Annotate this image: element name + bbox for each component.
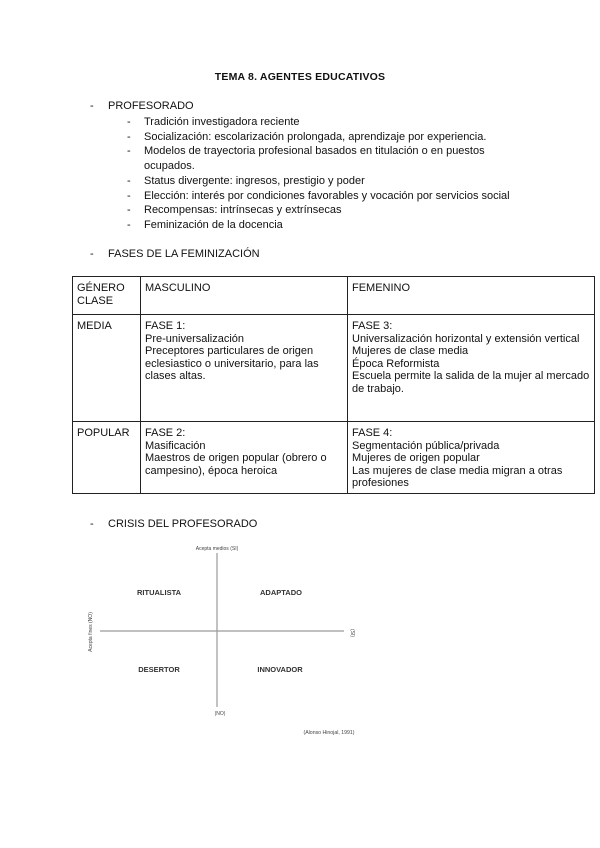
table-row [73,422,595,494]
cell-masculino: FASE 2: Masificación Maestros de origen popular (obrero o campesino), época heroica [141,422,348,494]
quadrant-adaptado: ADAPTADO [260,588,302,597]
header-masculino: MASCULINO [141,277,348,315]
list-item: - Feminización de la docencia [127,218,524,233]
page-title: TEMA 8. AGENTES EDUCATIVOS [214,71,386,83]
list-item: - Elección: interés por condiciones favorables y vocación por servicios social [127,189,544,204]
cell-femenino: FASE 4: Segmentación pública/privada Mujeres de origen popular Las mujeres de clase media migran a otras profesiones [348,422,595,494]
row-clase: POPULAR [73,422,141,494]
section-heading-text: CRISIS DEL PROFESORADO [108,518,258,530]
left-axis-label: Acepta fines (NO) [88,612,94,652]
list-item: - Status divergente: ingresos, prestigio y poder [127,174,524,189]
list-item: - Tradición investigadora reciente [127,115,524,130]
section-heading-text: FASES DE LA FEMINIZACIÓN [108,248,260,260]
top-axis-label: Acepta medios (SI) [195,546,239,552]
section-heading-fases: - FASES DE LA FEMINIZACIÓN [90,248,260,260]
cell-femenino: FASE 3: Universalización horizontal y extensión vertical Mujeres de clase media Época Reformista Escuela permite la salida de la mujer al mercado de trabajo. [348,315,595,422]
section-heading-text: PROFESORADO [108,100,194,112]
list-item: - Recompensas: intrínsecas y extrínsecas [127,203,524,218]
diagram-source: (Alonso Hinojal, 1991) [303,730,355,736]
table-row [73,315,595,422]
quadrant-desertor: DESERTOR [138,665,180,674]
right-axis-label: (SI) [349,628,355,638]
row-clase: MEDIA [73,315,141,422]
section-heading-crisis: - CRISIS DEL PROFESORADO [90,518,258,530]
section-heading-profesorado: - PROFESORADO [90,100,194,112]
bottom-axis-label: (NO) [214,711,226,717]
header-femenino: FEMENINO [348,277,595,315]
list-item: - Modelos de trayectoria profesional basados en titulación o en puestos ocupados. [127,144,499,173]
cell-masculino: FASE 1: Pre-universalización Preceptores particulares de origen eclesiastico o universitario, para las clases altas. [141,315,348,422]
fases-table [72,276,595,494]
table-header-row [73,277,595,315]
quadrant-innovador: INNOVADOR [257,665,303,674]
list-item: - Socialización: escolarización prolongada, aprendizaje por experiencia. [127,130,524,145]
quadrant-ritualista: RITUALISTA [136,588,182,597]
crisis-quadrant-diagram [84,540,384,740]
profesorado-list [127,115,544,233]
header-genero-clase: GÉNERO CLASE [73,277,141,315]
